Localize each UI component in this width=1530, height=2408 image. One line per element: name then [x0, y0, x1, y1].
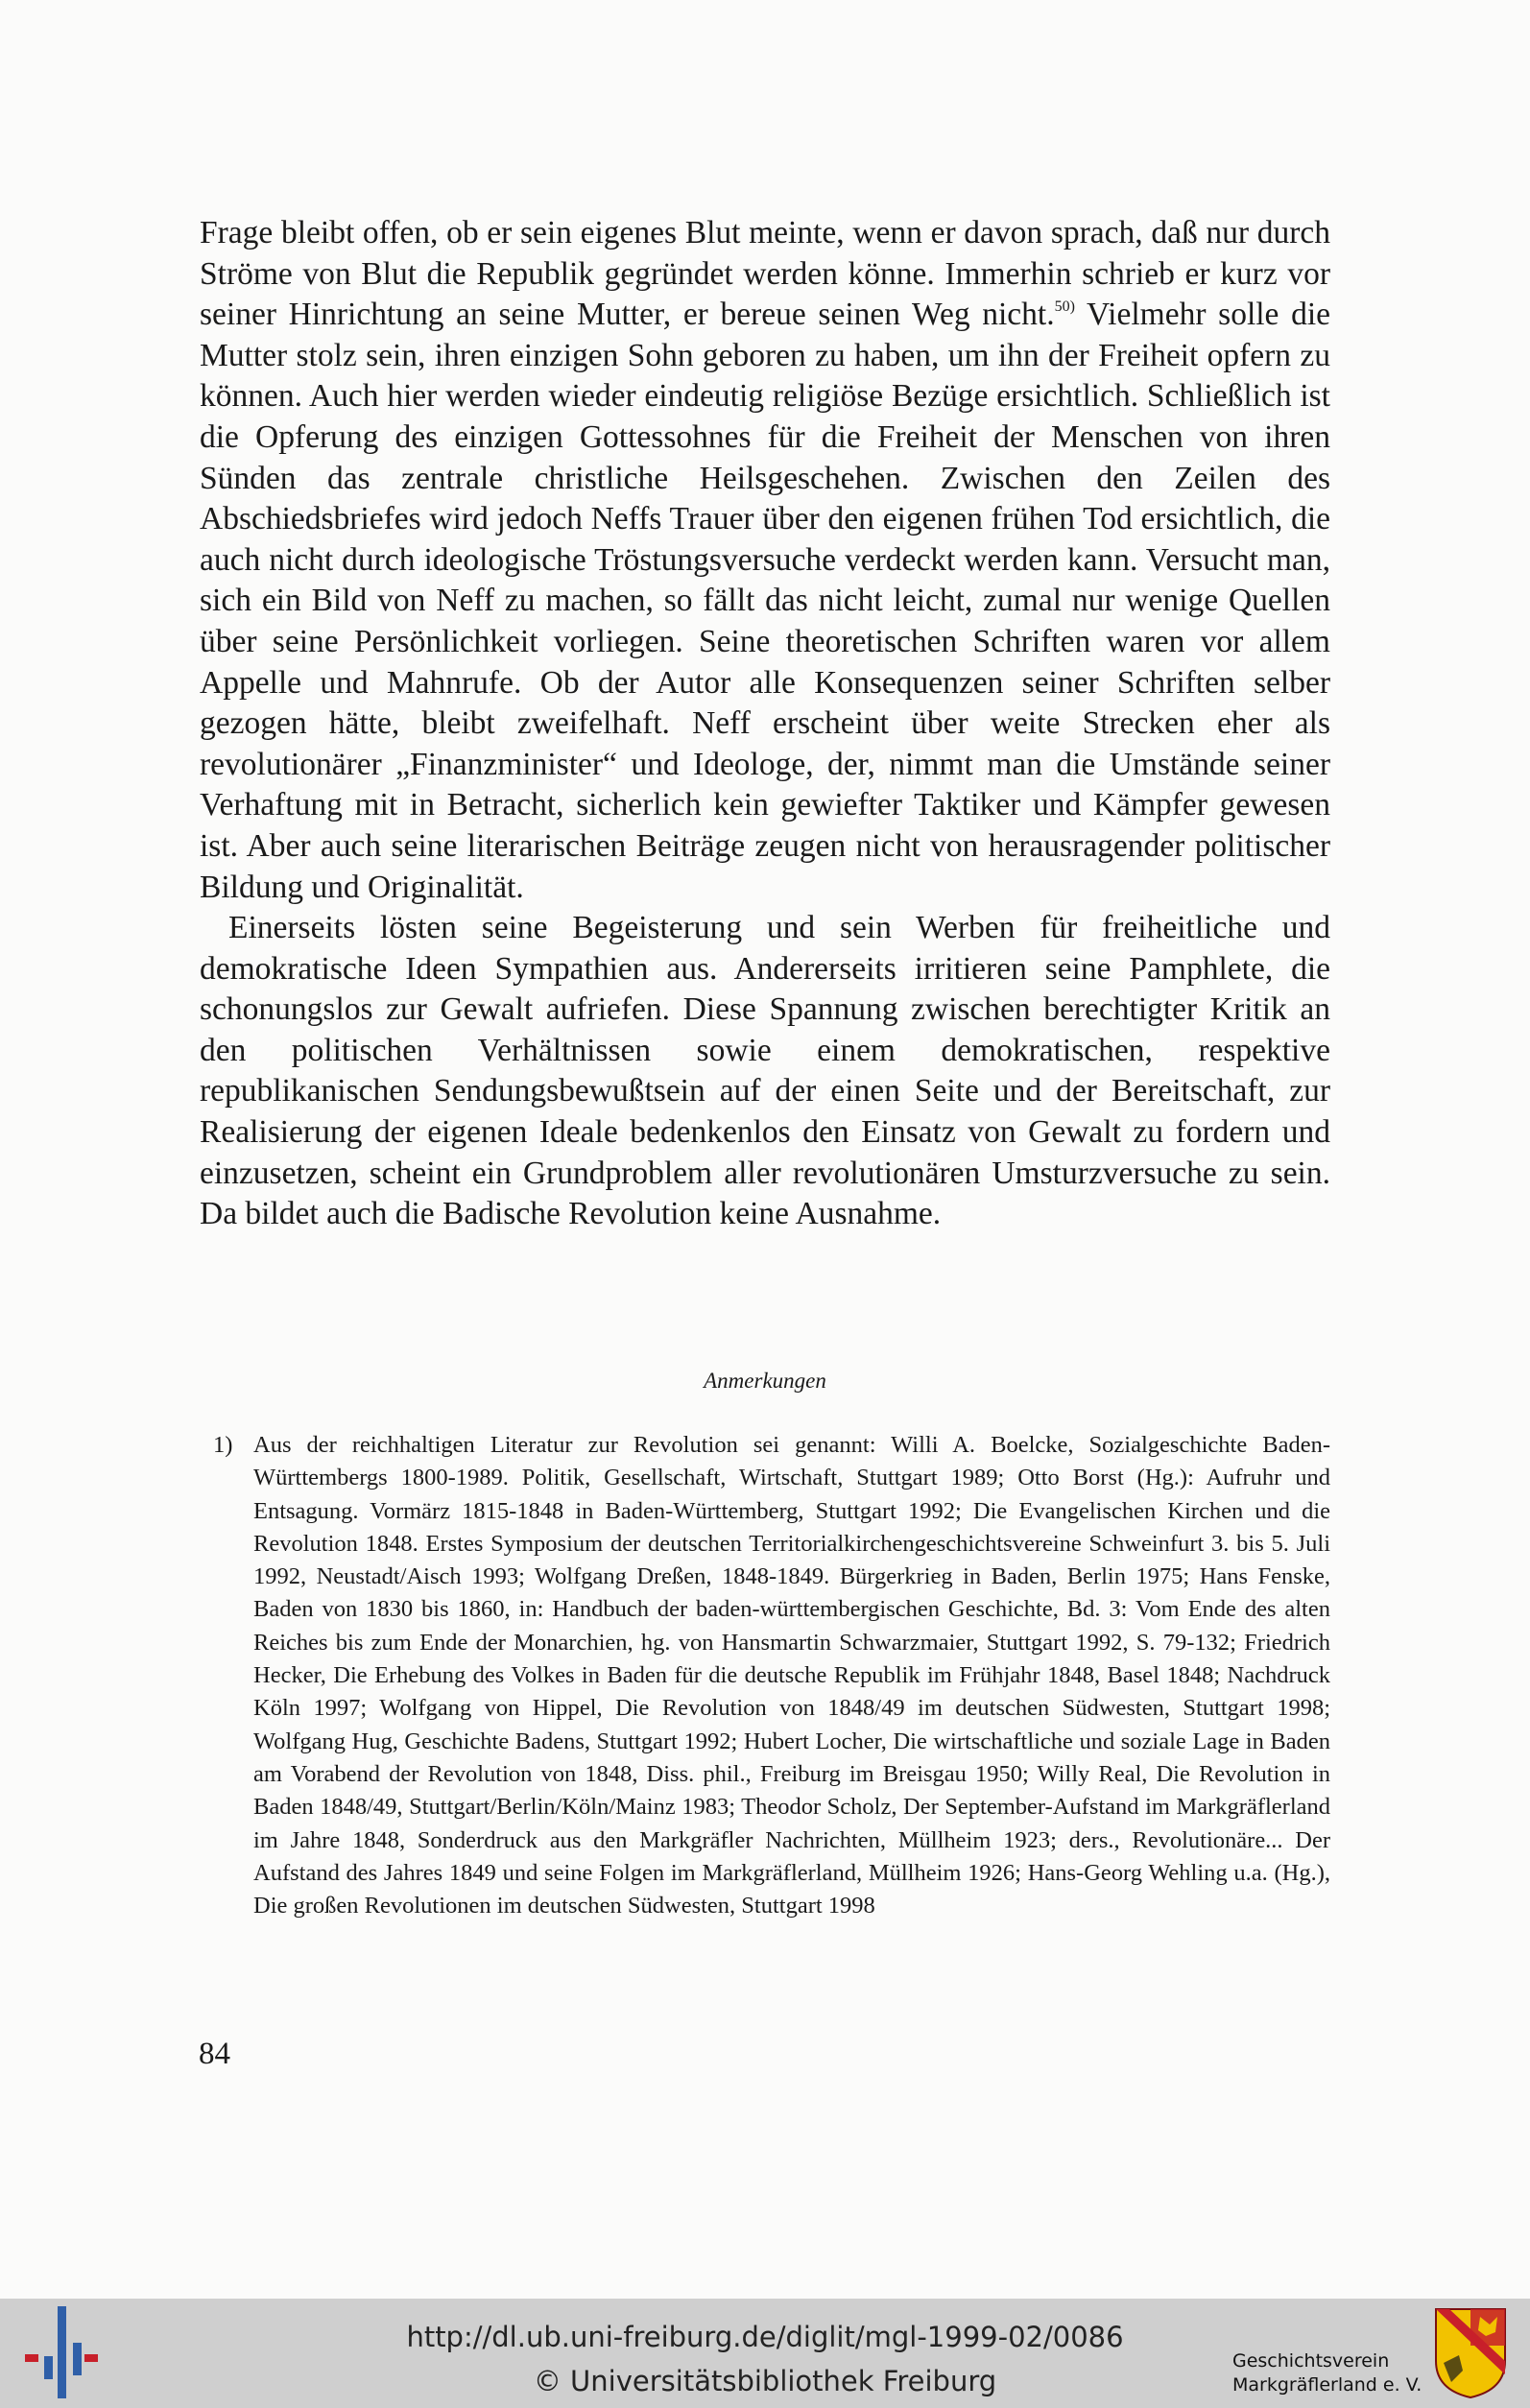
source-url[interactable]: http://dl.ub.uni-freiburg.de/diglit/mgl-1999-02/0086: [406, 2321, 1124, 2353]
body-text: [200, 213, 1330, 1235]
footnote-text: Aus der reichhaltigen Literatur zur Revolution sei genannt: Willi A. Boelcke, Sozialgeschichte Baden-Württembergs 1800-1989. Politik, Gesellschaft, Wirtschaft, Stuttgart 1989; Otto Borst (Hg.): Aufruhr und Entsagung. Vormärz 1815-1848 in Baden-Württemberg, Stuttgart 1992; Die Evangelischen Kirchen und die Revolution 1848. Erstes Symposium der deutschen Territorialkirchengeschichtsvereine Schweinfurt 3. bis 5. Juli 1992, Neustadt/Aisch 1993; Wolfgang Dreßen, 1848-1849. Bürgerkrieg in Baden, Berlin 1975; Hans Fenske, Baden von 1830 bis 1860, in: Handbuch der baden-württembergischen Geschichte, Bd. 3: Vom Ende des alten Reiches bis zum Ende der Monarchien, hg. von Hansmartin Schwarzmaier, Stuttgart 1992, S. 79-132; Friedrich Hecker, Die Erhebung des Volkes in Baden für die deutsche Republik im Frühjahr 1848, Basel 1848; Nachdruck Köln 1997; Wolfgang von Hippel, Die Revolution von 1848/49 im deutschen Südwesten, Stuttgart 1998; Wolfgang Hug, Geschichte Badens, Stuttgart 1992; Hubert Locher, Die wirtschaftliche und soziale Lage in Baden am Vorabend der Revolution von 1848, Diss. phil., Freiburg im Breisgau 1950; Willy Real, Die Revolution in Baden 1848/49, Stuttgart/Berlin/Köln/Mainz 1983; Theodor Scholz, Der September-Aufstand im Markgräflerland im Jahre 1848, Sonderdruck aus den Markgräfler Nachrichten, Müllheim 1923; ders., Revolutionäre... Der Aufstand des Jahres 1849 und seine Folgen im Markgräflerland, Müllheim 1926; Hans-Georg Wehling u.a. (Hg.), Die großen Revolutionen im deutschen Südwesten, Stuttgart 1998: [253, 1432, 1330, 1919]
paragraph: [200, 213, 1330, 908]
paragraph-text: Vielmehr solle die Mutter stolz sein, ihren einzigen Sohn geboren zu haben, um ihn der Freiheit opfern zu können. Auch hier werden wieder eindeutig religiöse Bezüge ersichtlich. Schließlich ist die Opferung des einzigen Gottessohnes für die Freiheit der Menschen von ihren Sünden das zentrale christliche Heilsgeschehen. Zwischen den Zeilen des Abschiedsbriefes wird jedoch Neffs Trauer über den eigenen frühen Tod ersichtlich, die auch nicht durch ideologische Tröstungsversuche verdeckt werden kann. Versucht man, sich ein Bild von Neff zu machen, so fällt das nicht leicht, zumal nur wenige Quellen über seine Persönlichkeit vorliegen. Seine theoretischen Schriften waren vor allem Appelle und Mahnrufe. Ob der Autor alle Konsequenzen seiner Schriften selber gezogen hätte, bleibt zweifelhaft. Neff erscheint über weite Strecken eher als revolutionärer „Finanzminister“ und Ideologe, der, nimmt man die Umstände seiner Verhaftung mit in Betracht, sicherlich kein gewiefter Taktiker und Kämpfer gewesen ist. Aber auch seine literarischen Beiträge zeugen nicht von herausragender politischer Bildung und Originalität.: [200, 297, 1331, 905]
society-name: [1232, 2349, 1434, 2397]
paragraph: Einerseits lösten seine Begeisterung und sein Werben für freiheitliche und demokratische Ideen Sympathien aus. Andererseits irritieren seine Pamphlete, die schonungslos zur Gewalt aufriefen. Diese Spannung zwischen berechtigter Kritik an den politischen Verhältnissen sowie einem demokratischen, respektive republikanischen Sendungsbewußtsein auf der einen Seite und der Bereitschaft, zur Realisierung der eigenen Ideale bedenkenlos den Einsatz von Gewalt zu fordern und einzusetzen, scheint ein Grundproblem aller revolutionären Umsturzversuche zu sein. Da bildet auch die Badische Revolution keine Ausnahme.: [200, 910, 1330, 1232]
paragraph-text: Frage bleibt offen, ob er sein eigenes Blut meinte, wenn er davon sprach, daß nur durch Ströme von Blut die Republik gegründet werden könne. Immerhin schrieb er kurz vor seiner Hinrichtung an seine Mutter, er bereue seinen Weg nicht.: [200, 215, 1330, 333]
page-number: 84: [199, 2037, 230, 2071]
coat-of-arms-icon: [1434, 2307, 1507, 2399]
copyright-text: © Universitätsbibliothek Freiburg: [533, 2365, 997, 2397]
society-line: Markgräflerland e. V.: [1232, 2374, 1422, 2396]
notes-heading: Anmerkungen: [704, 1369, 826, 1393]
footnote-number: 1): [213, 1432, 233, 1458]
footnote: [215, 1429, 1330, 1922]
footnote-ref: 50): [1054, 298, 1075, 316]
society-line: Geschichtsverein: [1232, 2350, 1390, 2372]
